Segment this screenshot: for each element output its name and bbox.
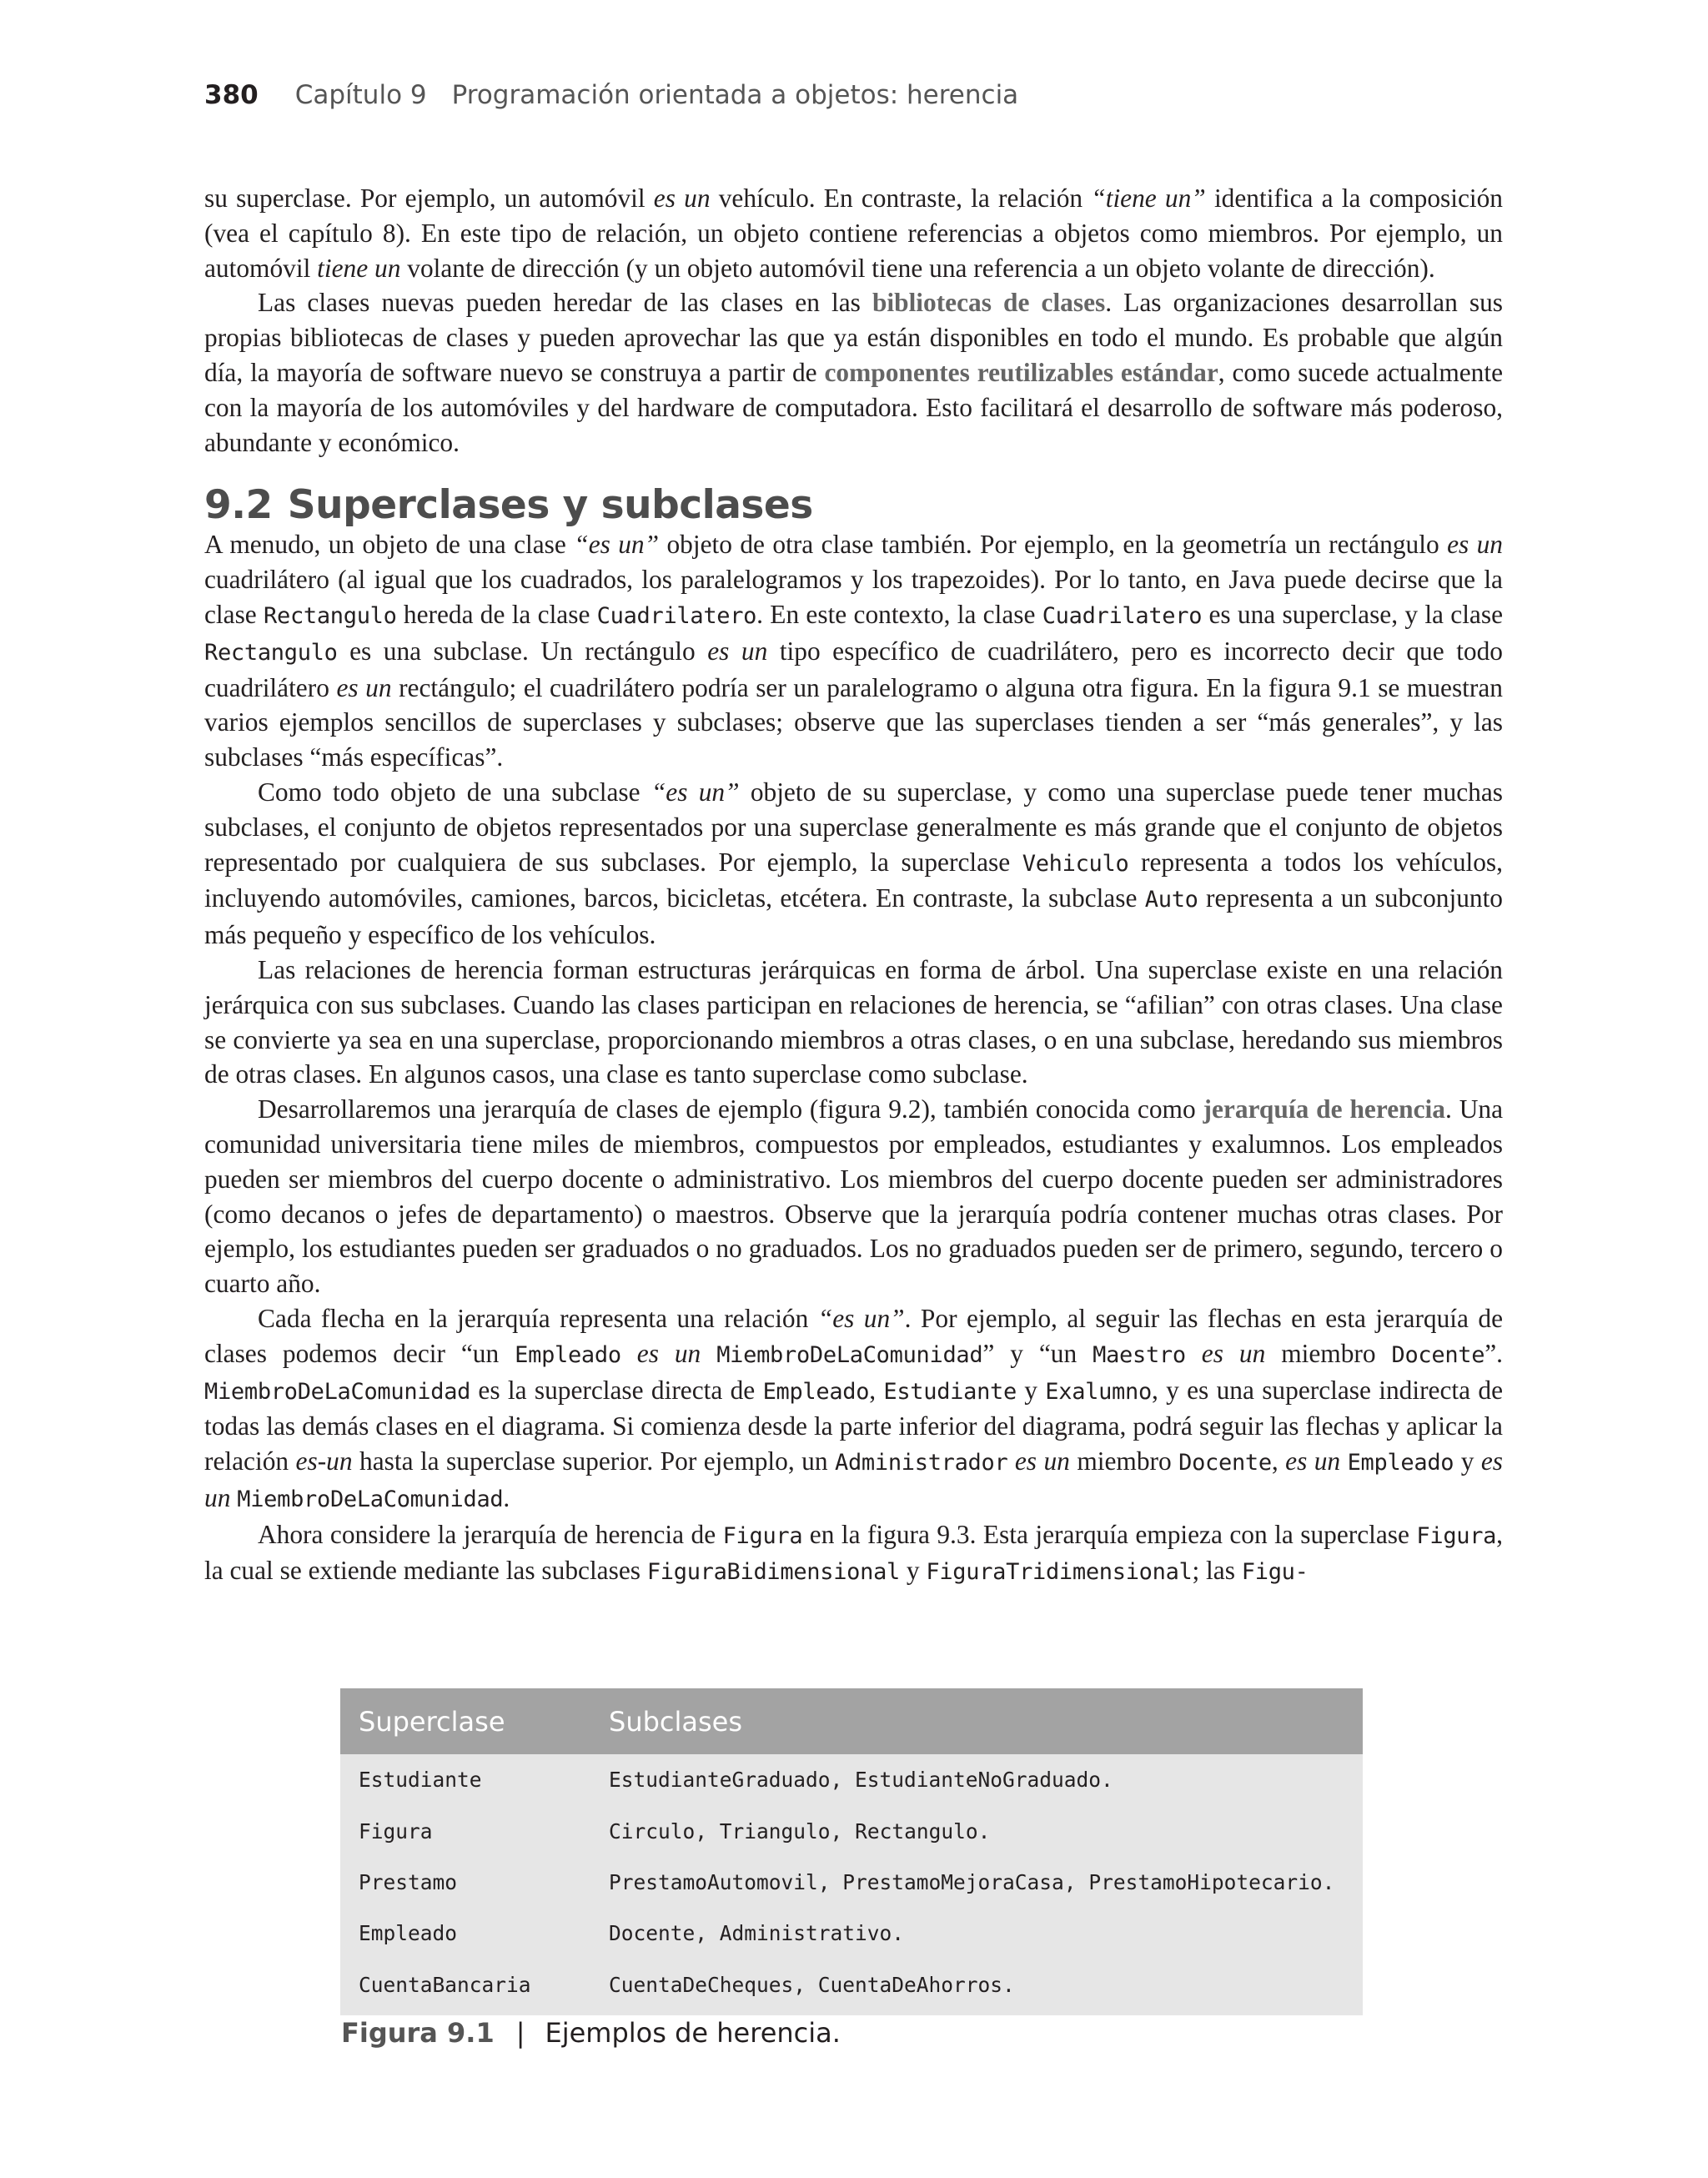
inheritance-examples-table [340, 1688, 1363, 2015]
italic-run: “es un” [817, 1303, 905, 1333]
separator: , [830, 1768, 856, 1793]
section-number: 9.2 [204, 482, 273, 529]
text-run: . Por ejemplo, al seguir las flechas en esta jerarquía de clases podemos decir “un [204, 1303, 1504, 1368]
key-term: jerarquía de herencia [1203, 1094, 1445, 1124]
text-run: ” y “un [982, 1338, 1093, 1368]
chapter-title: Programación orientada a objetos: herencia [451, 80, 1019, 110]
code-run: Empleado [515, 1341, 621, 1368]
code-run: Exalumno [1045, 1378, 1152, 1405]
subclass-name: Circulo [609, 1818, 696, 1844]
table-row [340, 1857, 1363, 1908]
subclass-name: Docente [609, 1921, 696, 1946]
italic-run: es un [1201, 1338, 1266, 1368]
italic-run: tiene un [317, 253, 401, 283]
code-run: Empleado [1347, 1450, 1454, 1476]
text-run: Ahora considere la jerarquía de herencia de [258, 1519, 723, 1549]
code-run: Docente [1178, 1450, 1272, 1476]
text-run: objeto de otra clase también. Por ejemplo, en la geometría un rectángulo [659, 530, 1448, 560]
code-run: Figura [722, 1522, 803, 1549]
text-run: y [1454, 1446, 1481, 1476]
subclass-name: Rectangulo. [855, 1818, 991, 1844]
text-run: . Las organizaciones desarrollan sus propias bibliotecas de clases y pueden aprovechar las que ya están disponibles en todo el mundo. Es probable que algún día, la mayoría de software nuevo se construya a partir de [204, 288, 1503, 387]
page-number: 380 [204, 80, 259, 110]
code-run: FiguraTridimensional [926, 1559, 1193, 1586]
italic-run: “tiene un” [1091, 184, 1206, 213]
subclass-name: Triangulo [719, 1818, 831, 1844]
code-run: Estudiante [883, 1378, 1017, 1405]
italic-run: es un [1285, 1446, 1341, 1476]
text-run: . [503, 1482, 510, 1512]
paragraph [204, 1301, 1503, 1517]
superclass-cell: CuentaBancaria [359, 1972, 531, 1997]
running-header [204, 80, 1018, 110]
code-run: MiembroDeLaComunidad [716, 1341, 983, 1368]
subclasses-cell [590, 1959, 1363, 2015]
text-run [1007, 1446, 1014, 1476]
column-header-superclass: Superclase [340, 1688, 590, 1754]
paragraph [204, 285, 1503, 460]
text-run: , la cual se extiende mediante las subclases [204, 1519, 1503, 1586]
subclass-name: PrestamoHipotecario. [1088, 1869, 1335, 1894]
text-run: miembro [1265, 1338, 1392, 1368]
separator: , [695, 1818, 720, 1844]
code-run: Maestro [1093, 1341, 1186, 1368]
text-run: Desarrollaremos una jerarquía de clases de ejemplo (figura 9.2), también conocida como [258, 1094, 1203, 1124]
table-header-row [340, 1688, 1363, 1754]
italic-run: es un [653, 184, 711, 213]
text-run: representa a un subconjunto más pequeño y específico de los vehículos. [204, 883, 1503, 950]
separator: , [695, 1921, 720, 1946]
subclasses-cell [590, 1857, 1363, 1908]
text-run: ; las [1192, 1556, 1242, 1586]
table-row [340, 1959, 1363, 2015]
text-run: , como sucede actualmente con la mayoría de los automóviles y del hardware de computadora. Esto facilitará el desarrollo de software más poderoso, abundante y económico. [204, 357, 1504, 457]
code-run: Empleado [762, 1378, 870, 1405]
key-term: componentes reutilizables estándar [824, 357, 1218, 387]
text-run: . En este contexto, la clase [756, 599, 1042, 629]
text-run: , y es una superclase indirecta de todas las demás clases en el diagrama. Si comienza desde la parte inferior del diagrama, podrá seguir las flechas y aplicar la relación [204, 1375, 1504, 1476]
text-run: rectángulo; el cuadrilátero podría ser un paralelogramo o alguna otra figura. En la figura 9.1 se muestran varios ejemplos sencillos de superclases y subclases; observe que las superclases tienden a ser “más generales”, y las subclases “más específicas”. [204, 672, 1503, 772]
body-text [204, 181, 1503, 1590]
superclass-cell: Prestamo [359, 1869, 458, 1894]
code-run: Cuadrilatero [596, 602, 757, 629]
italic-run: “es un” [651, 777, 740, 807]
subclass-name: EstudianteNoGraduado. [855, 1768, 1113, 1793]
code-run: Rectangulo [204, 639, 338, 666]
text-run: tipo específico de cuadrilátero, pero es incorrecto decir que todo cuadrilátero [204, 636, 1504, 702]
subclass-name: PrestamoAutomovil [609, 1869, 818, 1894]
text-run: es una superclase, y la clase [1202, 599, 1504, 629]
italic-run: es un [336, 672, 392, 702]
text-run: Las relaciones de herencia forman estructuras jerárquicas en forma de árbol. Una superclase existe en una relación jerárquica con sus subclases. Cuando las clases participan en relaciones de herencia, se “afilian” con otras clases. Una clase se convierte ya sea en una superclase, proporcionando miembros a otras clases, o en una subclase, heredando sus miembros de otras clases. En algunos casos, una clase es tanto superclase como subclase. [204, 954, 1503, 1089]
code-run: Figura [1416, 1522, 1497, 1549]
italic-run: “es un” [574, 530, 660, 560]
section-title: Superclases y subclases [287, 482, 813, 529]
italic-run: es un [636, 1338, 701, 1368]
separator: , [830, 1818, 856, 1844]
paragraph [204, 527, 1503, 775]
text-run: representa a todos los vehículos, incluyendo automóviles, camiones, barcos, bicicletas, etcétera. En contraste, la subclase [204, 847, 1503, 913]
text-run: es una subclase. Un rectángulo [337, 636, 708, 666]
text-run: y [1016, 1375, 1046, 1405]
code-run: Docente [1391, 1341, 1485, 1368]
subclasses-cell [590, 1754, 1363, 1805]
text-run: . Una comunidad universitaria tiene miles de miembros, compuestos por empleados, estudiantes y exalumnos. Los empleados pueden ser miembros del cuerpo docente o administrativo. Los miembros del cuerpo docente pueden ser administradores (como decanos o jefes de departamento) o maestros. Observe que la jerarquía podría contener muchas otras clases. Por ejemplo, los estudiantes pueden ser graduados o no graduados. Los no graduados pueden ser de primero, segundo, tercero o cuarto año. [204, 1094, 1503, 1299]
text-run: es la superclase directa de [470, 1375, 763, 1405]
subclass-name: PrestamoMejoraCasa [842, 1869, 1064, 1894]
subclass-name: CuentaDeAhorros. [817, 1972, 1015, 1997]
subclass-name: EstudianteGraduado [609, 1768, 831, 1793]
text-run: A menudo, un objeto de una clase [204, 530, 575, 560]
key-term: bibliotecas de clases [872, 288, 1106, 318]
superclass-cell: Estudiante [359, 1768, 482, 1793]
code-run: Cuadrilatero [1042, 602, 1203, 629]
superclass-cell: Empleado [359, 1921, 458, 1946]
paragraph [204, 775, 1503, 953]
separator: , [793, 1972, 818, 1997]
separator: , [817, 1869, 843, 1894]
paragraph [204, 1517, 1503, 1591]
text-run [1186, 1339, 1202, 1368]
italic-run: es un [204, 1446, 1504, 1512]
paragraph [204, 1092, 1503, 1301]
code-run: Rectangulo [264, 602, 397, 629]
text-run: ”. [1484, 1338, 1503, 1368]
text-run: volante de dirección (y un objeto automóvil tiene una referencia a un objeto volante de dirección). [400, 253, 1435, 283]
code-run: Auto [1144, 887, 1198, 913]
text-run: , [1271, 1446, 1286, 1476]
text-run [1340, 1446, 1347, 1476]
text-run: hasta la superclase superior. Por ejemplo, un [352, 1446, 835, 1476]
italic-run: es un [707, 636, 768, 666]
code-run: Administrador [835, 1450, 1008, 1476]
superclass-cell: Figura [359, 1818, 433, 1844]
text-run: cuadrilátero (al igual que los cuadrados, los paralelogramos y los trapezoides). Por lo tanto, en Java puede decirse que la clase [204, 565, 1503, 629]
subclass-name: CuentaDeCheques [609, 1972, 794, 1997]
figure-label: Figura 9.1 [341, 2017, 495, 2049]
figure-caption [341, 2017, 841, 2049]
caption-divider: | [515, 2017, 525, 2049]
text-run [701, 1339, 716, 1368]
caption-text: Ejemplos de herencia. [545, 2017, 841, 2049]
separator: , [1063, 1869, 1089, 1894]
subclasses-cell [590, 1805, 1363, 1856]
text-run: miembro [1069, 1446, 1179, 1476]
paragraph [204, 181, 1503, 285]
table-row [340, 1754, 1363, 1805]
text-run: Cada flecha en la jerarquía representa una relación [258, 1303, 818, 1333]
text-run: Como todo objeto de una subclase [258, 777, 651, 807]
code-run: MiembroDeLaComunidad [237, 1486, 504, 1512]
text-run: vehículo. En contraste, la relación [710, 184, 1092, 213]
text-run: objeto de su superclase, y como una superclase puede tener muchas subclases, el conjunto de objetos representados por una superclase generalmente es más grande que el conjunto de objetos representado por cualquiera de sus subclases. Por ejemplo, la superclase [204, 777, 1503, 877]
code-run: FiguraBidimensional [646, 1559, 900, 1586]
text-run: en la figura 9.3. Esta jerarquía empieza con la superclase [802, 1519, 1417, 1549]
section-heading [204, 484, 1503, 527]
code-run: Vehiculo [1022, 850, 1129, 877]
text-run: y [899, 1556, 927, 1586]
subclasses-cell [590, 1908, 1363, 1959]
code-run: MiembroDeLaComunidad [204, 1378, 471, 1405]
italic-run: es un [1014, 1446, 1070, 1476]
column-header-subclasses: Subclases [590, 1688, 1363, 1754]
table-row [340, 1908, 1363, 1959]
italic-run: es un [1447, 530, 1503, 560]
code-run: Figu- [1241, 1559, 1309, 1586]
text-run: identifica a la composición (vea el capítulo 8). En este tipo de relación, un objeto contiene referencias a objetos como miembros. Por ejemplo, un automóvil [204, 184, 1503, 283]
italic-run: es-un [295, 1446, 353, 1476]
text-run: Las clases nuevas pueden heredar de las clases en las [258, 288, 872, 318]
text-run: hereda de la clase [396, 599, 597, 629]
text-run: , [869, 1375, 884, 1405]
text-run [621, 1339, 637, 1368]
subclass-name: Administrativo. [719, 1921, 905, 1946]
table-row [340, 1805, 1363, 1856]
text-run: su superclase. Por ejemplo, un automóvil [204, 184, 654, 213]
chapter-label: Capítulo 9 [294, 80, 427, 110]
paragraph [204, 953, 1503, 1092]
